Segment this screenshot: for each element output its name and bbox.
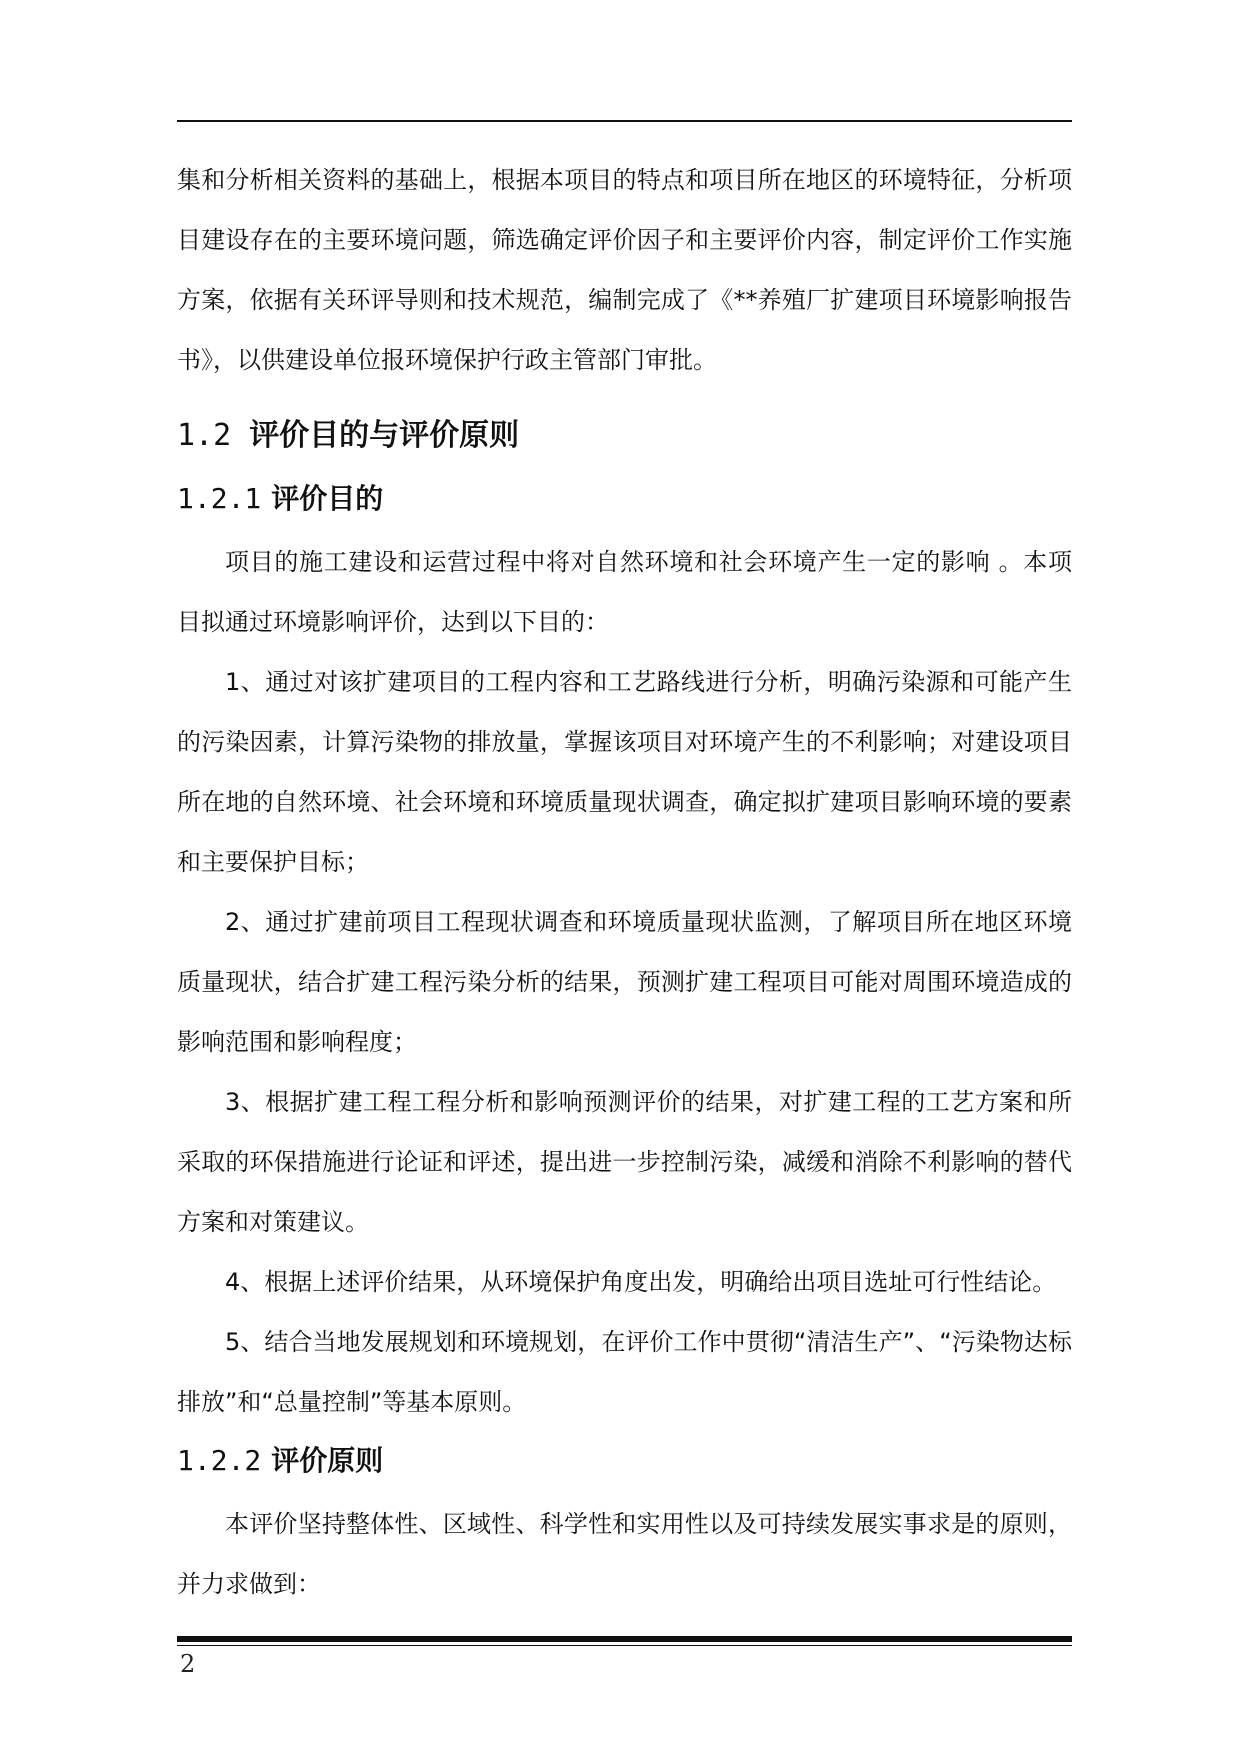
heading-1-2 (177, 416, 1072, 456)
heading-title: 评价原则 (271, 1444, 384, 1477)
list-item: 5、结合当地发展规划和环境规划，在评价工作中贯彻“清洁生产”、“污染物达标排放”和“总量控制”等基本原则。 (177, 1328, 1072, 1416)
heading-number: 1.2 (177, 418, 232, 453)
heading-number: 1.2.2 (177, 1444, 262, 1477)
footer-rule-thin (177, 1645, 1072, 1646)
heading-1-2-2 (177, 1442, 1072, 1480)
list-item: 1、通过对该扩建项目的工程内容和工艺路线进行分析，明确污染源和可能产生的污染因素，计算污染物的排放量，掌握该项目对环境产生的不利影响；对建设项目所在地的自然环境、社会环境和环境质量现状调查，确定拟扩建项目影响环境的要素和主要保护目标； (177, 668, 1072, 876)
list-item: 4、根据上述评价结果，从环境保护角度出发，明确给出项目选址可行性结论。 (225, 1268, 1057, 1296)
paragraph-continued: 集和分析相关资料的基础上，根据本项目的特点和项目所在地区的环境特征，分析项目建设存在的主要环境问题，筛选确定评价因子和主要评价内容，制定评价工作实施方案，依据有关环评导则和技术规范，编制完成了《**养殖厂扩建项目环境影响报告书》，以供建设单位报环境保护行政主管部门审批。 (177, 166, 1072, 374)
heading-number: 1.2.1 (177, 482, 262, 515)
paragraph-intro: 项目的施工建设和运营过程中将对自然环境和社会环境产生一定的影响 。本项目拟通过环境影响评价，达到以下目的： (177, 548, 1072, 636)
list-item: 3、根据扩建工程工程分析和影响预测评价的结果，对扩建工程的工艺方案和所采取的环保措施进行论证和评述，提出进一步控制污染，减缓和消除不利影响的替代方案和对策建议。 (177, 1088, 1072, 1236)
header-rule (177, 120, 1072, 122)
heading-1-2-1 (177, 480, 1072, 518)
document-body (177, 150, 1072, 1614)
heading-title: 评价目的 (271, 482, 384, 515)
list-item: 2、通过扩建前项目工程现状调查和环境质量现状监测，了解项目所在地区环境质量现状，结合扩建工程污染分析的结果，预测扩建工程项目可能对周围环境造成的影响范围和影响程度； (177, 908, 1072, 1056)
page-number: 2 (180, 1650, 196, 1678)
footer-rule-thick (177, 1636, 1072, 1642)
paragraph-principles: 本评价坚持整体性、区域性、科学性和实用性以及可持续发展实事求是的原则，并力求做到： (177, 1510, 1072, 1598)
heading-title: 评价目的与评价原则 (249, 418, 520, 453)
